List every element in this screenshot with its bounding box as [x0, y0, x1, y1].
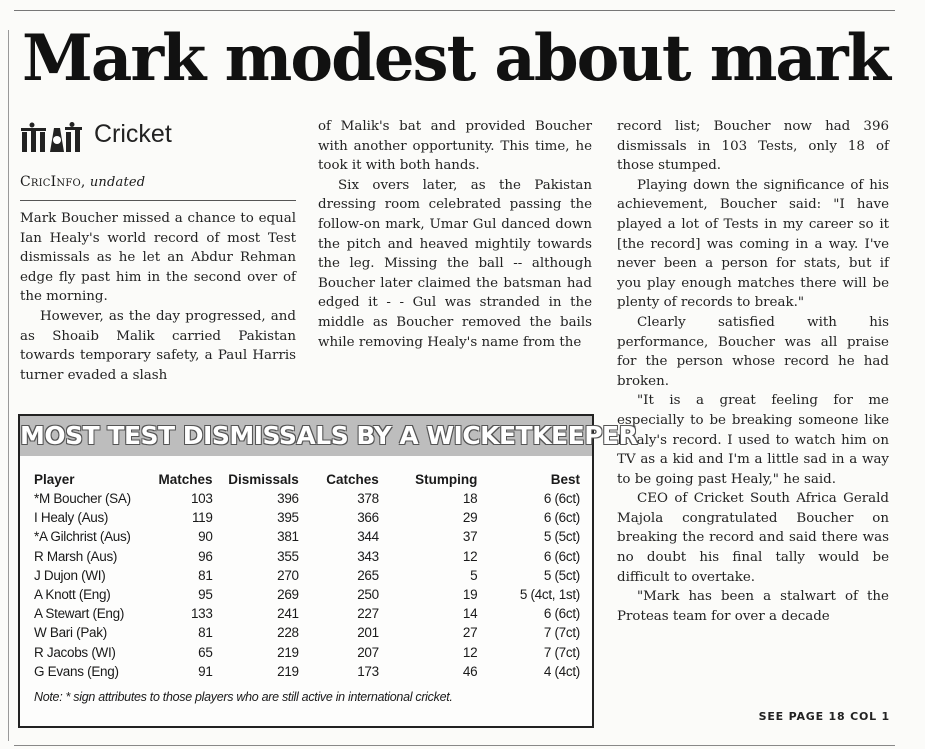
- table-body: [34, 489, 580, 681]
- cell-player: R Jacobs (WI): [34, 644, 116, 660]
- cell-player: *M Boucher (SA): [34, 491, 131, 507]
- paragraph: Six overs later, as the Pakistan dressing room celebrated passing the follow-on mark, Umar Gul danced down the pitch and heaved mightily towards the leg. Missing the ball -- although Boucher later claimed the batsman had edged it - - Gul was stranded in the middle as Boucher removed the bails while removing Healy's name from the: [318, 177, 592, 350]
- cell-stumping: 19: [462, 587, 478, 603]
- paragraph: of Malik's bat and provided Boucher with another opportunity. This time, he took it with both hands.: [318, 119, 592, 174]
- cricket-stumps-icon: [20, 122, 86, 152]
- cell-dismissals: 269: [277, 587, 299, 603]
- cell-stumping: 14: [462, 606, 478, 622]
- table-row: [34, 547, 580, 566]
- paragraph: "Mark has been a stalwart of the Proteas team for over a decade: [617, 589, 889, 624]
- cell-player: G Evans (Eng): [34, 663, 119, 679]
- table-row: [34, 527, 580, 546]
- header-catches: Catches: [326, 472, 379, 487]
- cell-catches: 366: [357, 510, 379, 526]
- cell-catches: 343: [357, 548, 379, 564]
- cell-dismissals: 355: [277, 548, 299, 564]
- headline: Mark modest about mark: [22, 21, 889, 96]
- cell-matches: 96: [198, 548, 213, 564]
- article-column-3: [617, 117, 889, 626]
- dismissals-table-box: [18, 414, 638, 728]
- cell-stumping: 29: [462, 510, 478, 526]
- cell-matches: 81: [198, 625, 213, 641]
- cell-dismissals: 381: [277, 529, 299, 545]
- table-row: [34, 508, 580, 527]
- cell-best: 6 (6ct): [543, 548, 580, 564]
- byline-date: undated: [89, 175, 146, 190]
- paragraph: "It is a great feeling for me especially to be breaking someone like Healy's record. I used to watch him on TV as a kid and I'm a little sad in a way to be going past Healy," he said.: [617, 393, 889, 487]
- cell-matches: 103: [190, 491, 213, 507]
- table-note: Note: * sign attributes to those players who are still active in international cricket.: [34, 690, 453, 704]
- cell-catches: 250: [357, 587, 379, 603]
- cell-player: I Healy (Aus): [34, 510, 109, 526]
- cell-best: 6 (6ct): [543, 606, 580, 622]
- article-column-2: [318, 117, 592, 352]
- header-stumping: Stumping: [415, 472, 478, 487]
- cell-best: 7 (7ct): [543, 644, 580, 660]
- cell-matches: 119: [191, 510, 213, 526]
- cell-catches: 265: [357, 567, 379, 583]
- cell-dismissals: 396: [277, 491, 299, 507]
- cell-best: 5 (5ct): [543, 567, 580, 583]
- table-row: [34, 623, 580, 642]
- paragraph: record list; Boucher now had 396 dismissals in 103 Tests, only 18 of those stumped.: [617, 119, 889, 174]
- left-rule: [8, 30, 9, 741]
- cell-dismissals: 241: [277, 606, 299, 622]
- cell-best: 5 (5ct): [543, 529, 580, 545]
- cell-stumping: 12: [462, 548, 478, 564]
- cell-catches: 227: [357, 606, 379, 622]
- paragraph: However, as the day progressed, and as Shoaib Malik carried Pakistan towards temporary safety, a Paul Harris turner evaded a slash: [20, 308, 296, 383]
- table-row: [34, 585, 580, 604]
- cell-player: A Knott (Eng): [34, 587, 111, 603]
- cell-best: 6 (6ct): [543, 510, 580, 526]
- paragraph: Playing down the significance of his achievement, Boucher said: "I have played a lot of Tests in my career so it [the record] was coming in a way. I've never been a person for stats, but if you play enough matches there will be plenty of records to break.": [617, 177, 889, 311]
- top-rule: [14, 10, 895, 11]
- cell-matches: 95: [198, 587, 213, 603]
- cell-best: 7 (7ct): [543, 625, 580, 641]
- header-dismissals: Dismissals: [228, 472, 299, 487]
- cell-catches: 201: [357, 625, 379, 641]
- paragraph: Clearly satisfied with his performance, Boucher was all praise for the person whose record he had broken.: [617, 314, 889, 389]
- continued-reference: SEE PAGE 18 COL 1: [758, 710, 890, 723]
- dismissals-table: [34, 472, 580, 681]
- cell-player: W Bari (Pak): [34, 625, 107, 641]
- cell-catches: 173: [357, 663, 379, 679]
- header-player: Player: [34, 472, 75, 487]
- cell-dismissals: 270: [277, 567, 299, 583]
- cell-best: 4 (4ct): [543, 663, 580, 679]
- table-row: [34, 662, 580, 681]
- cell-dismissals: 228: [277, 625, 299, 641]
- cell-matches: 91: [198, 663, 213, 679]
- cell-player: A Stewart (Eng): [34, 606, 125, 622]
- table-row: [34, 489, 580, 508]
- cell-matches: 65: [198, 644, 213, 660]
- cell-catches: 378: [357, 491, 379, 507]
- bottom-rule: [14, 745, 895, 746]
- cell-player: *A Gilchrist (Aus): [34, 529, 131, 545]
- paragraph: Mark Boucher missed a chance to equal Ian Healy's world record of most Test dismissals as he let an Abdur Rehman edge fly past him in the second over of the morning.: [20, 211, 296, 305]
- header-best: Best: [550, 472, 580, 487]
- cell-stumping: 46: [462, 663, 478, 679]
- paragraph: CEO of Cricket South Africa Gerald Majola congratulated Boucher on breaking the record and said there was no doubt his final tally would be difficult to overtake.: [617, 491, 889, 585]
- cell-matches: 90: [198, 529, 213, 545]
- cell-best: 6 (6ct): [543, 491, 580, 507]
- table-row: [34, 566, 580, 585]
- cell-dismissals: 219: [277, 663, 299, 679]
- cell-dismissals: 395: [277, 510, 299, 526]
- section-label: Cricket: [94, 120, 172, 148]
- table-title: MOST TEST DISMISSALS BY A WICKETKEEPER: [20, 416, 592, 456]
- cell-player: R Marsh (Aus): [34, 548, 118, 564]
- byline: [20, 174, 290, 190]
- byline-source: CricInfo,: [20, 174, 86, 190]
- cell-catches: 207: [357, 644, 379, 660]
- cell-matches: 81: [198, 567, 213, 583]
- cell-stumping: 18: [462, 491, 478, 507]
- section-logo: [20, 120, 310, 156]
- cell-stumping: 27: [462, 625, 478, 641]
- table-row: [34, 604, 580, 623]
- cell-stumping: 12: [462, 644, 478, 660]
- table-header-row: [34, 472, 580, 489]
- byline-rule: [20, 200, 296, 201]
- cell-stumping: 5: [470, 567, 478, 583]
- cell-stumping: 37: [462, 529, 478, 545]
- cell-catches: 344: [357, 529, 379, 545]
- cell-player: J Dujon (WI): [34, 567, 106, 583]
- cell-best: 5 (4ct, 1st): [519, 587, 580, 603]
- table-row: [34, 643, 580, 662]
- cell-matches: 133: [190, 606, 213, 622]
- article-column-1: [20, 209, 296, 385]
- header-matches: Matches: [158, 472, 213, 487]
- cell-dismissals: 219: [277, 644, 299, 660]
